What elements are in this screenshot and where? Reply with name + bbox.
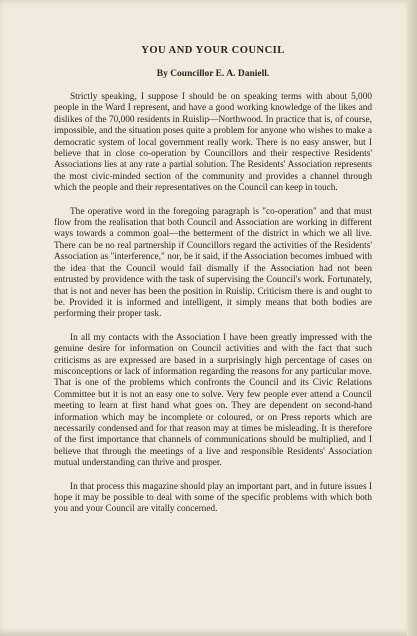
article-title: YOU AND YOUR COUNCIL (141, 45, 285, 56)
article (54, 44, 372, 528)
article-paragraph-1: Strictly speaking, I suppose I should be on speaking terms with about 5,000 people in the Ward I represent, and have a good working knowledge of the likes and dislikes of the 70,000 residents in Ruislip—Northwood. In practice that is, of course, impossible, and the situation poses quite a problem for anyone who wishes to make a democratic system of local government really work. There is no easy answer, but I believe that in close co-operation by Councillors and their respective Residents' Associations lies at any rate a partial solution. The Residents' Association represents the most civic-minded section of the community and provides a channel through which the people and their representatives on the Council can keep in touch. (54, 92, 372, 194)
article-byline: By Councillor E. A. Daniell. (156, 69, 270, 79)
page-edge-shadow (407, 0, 417, 636)
article-paragraph-3: In all my contacts with the Association I have been greatly impressed with the genuine desire for information on Council activities and with the fact that such criticisms as are expressed are based in a surprisingly high percentage of cases on misconceptions or lack of information regarding the reasons for any particular move. That is one of the problems which confronts the Council and its Civic Relations Committee but it is not an easy one to solve. Very few people ever attend a Council meeting to learn at first hand what goes on. They are dependent on second-hand information which may be incomplete or coloured, or on Press reports which are necessarily condensed and for that reason may at times be misleading. It is therefore of the first importance that channels of communications should be multiplied, and I believe that through the meetings of a live and responsible Residents' Association mutual understanding can thrive and prosper. (54, 332, 372, 469)
article-paragraph-2: The operative word in the foregoing paragraph is "co-operation" and that must flow from the realisation that both Council and Association are working in different ways towards a common goal—the betterment of the district in which we all live. There can be no real partnership if Councillors regard the activities of the Residents' Association as "interference," nor, be it said, if the Association becomes imbued with the idea that the Council would fail dismally if the Association had not been entrusted by providence with the task of supervising the Council's work. Fortunately, that is not and never has been the position in Ruislip. Criticism there is and ought to be. Provided it is informed and intelligent, it simply means that both bodies are performing their proper task. (54, 206, 372, 320)
article-paragraph-4: In that process this magazine should play an important part, and in future issues I hope it may be possible to deal with some of the specific problems with which both you and your Council are vitally concerned. (54, 481, 372, 515)
